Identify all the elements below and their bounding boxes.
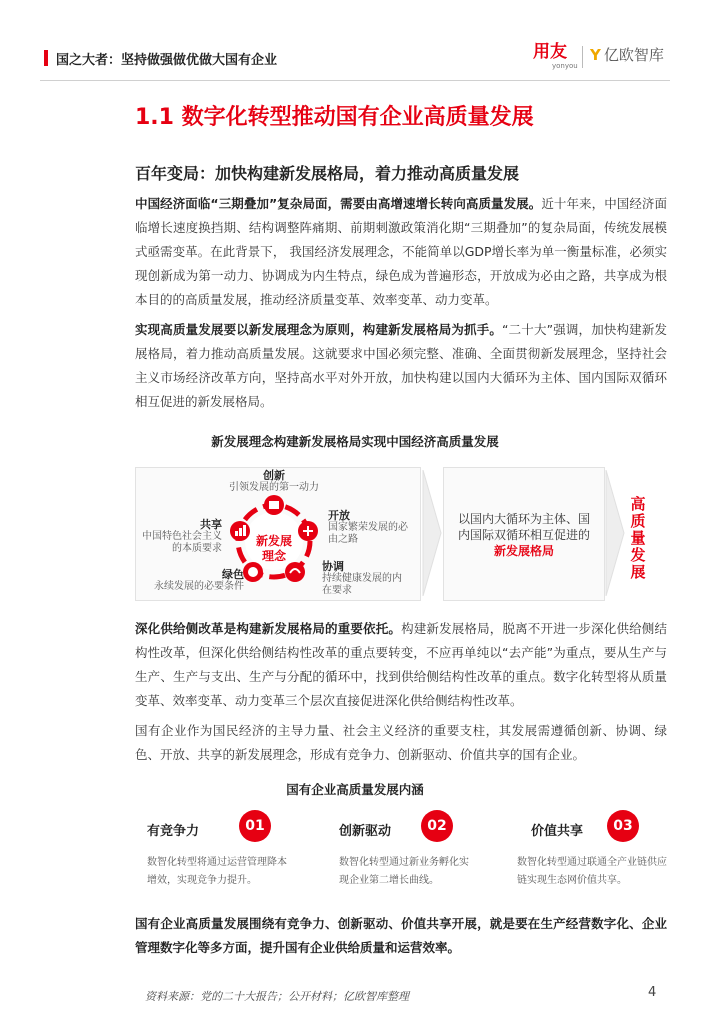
high-quality-development-label: 高质量发展 [630, 495, 646, 581]
paragraph-2 [135, 318, 667, 414]
paragraph-1-body: 近十年来，中国经济面临增长速度换挡期、结构调整阵痛期、前期刺激政策消化期“三期叠加”的复杂局面，传统发展模式亟需变革。在此背景下， 我国经济发展理念，不能简单以GDP增长率为单一衡量标准，必须实现创新成为第一动力、协调成为内生特点，绿色成为普遍形态，开放成为必由之路，共享成为根本目的的高质量发展，推动经济质量变革、效率变革、动力变革。 [135, 196, 667, 307]
node-green [140, 569, 244, 593]
card-number-badge: 03 [607, 810, 639, 842]
coordination-node-icon [285, 562, 305, 582]
node-green-title: 绿色 [222, 568, 244, 581]
card-number-badge: 01 [239, 810, 271, 842]
subheading: 百年变局：加快构建新发展格局，着力推动高质量发展 [135, 164, 520, 183]
figure-2-title: 国有企业高质量发展内涵 [286, 782, 424, 797]
card-label: 创新驱动 [339, 824, 392, 839]
node-innovation-desc: 引领发展的第一动力 [229, 482, 319, 493]
header-accent-bar [44, 50, 48, 66]
conclusion: 国有企业高质量发展围绕有竞争力、创新驱动、价值共享开展，就是要在生产经营数字化、企业管理数字化等多方面，提升国有企业供给质量和运营效率。 [135, 916, 667, 955]
paragraph-2-lead: 实现高质量发展要以新发展理念为原则，构建新发展格局为抓手。 [135, 322, 503, 337]
node-openness-title: 开放 [328, 509, 350, 522]
paragraph-1-lead: 中国经济面临“三期叠加”复杂局面，需要由高增速增长转向高质量发展。 [135, 196, 542, 211]
section-title: 1.1 数字化转型推动国有企业高质量发展 [135, 105, 534, 130]
card-label: 有竞争力 [147, 824, 200, 839]
node-openness [328, 510, 408, 546]
node-green-desc: 永续发展的必要条件 [154, 581, 244, 592]
card-desc: 数智化转型通过新业务孵化实现企业第二增长曲线。 [339, 857, 469, 886]
chevron-right-icon [421, 470, 443, 596]
card-desc: 数智化转型通过联通全产业链供应链实现生态网价值共享。 [517, 857, 667, 886]
node-coordination-desc: 持续健康发展的内在要求 [322, 573, 402, 596]
paragraph-2-body: “二十大”强调，加快构建新发展格局，着力推动高质量发展。这就要求中国必须完整、准确、全面贯彻新发展理念，坚持社会主义市场经济改革方向，坚持高水平对外开放，加快构建以国内大循环为主体、国内国际双循环相互促进的新发展格局。 [135, 322, 667, 409]
chevron-right-icon [604, 470, 626, 596]
report-title: 国之大者：坚持做强做优做大国有企业 [56, 53, 278, 68]
paragraph-1 [135, 192, 667, 312]
node-coordination [322, 561, 406, 597]
connotation-cards [135, 810, 675, 900]
iyiou-logo-text: 亿欧智库 [603, 46, 664, 64]
paragraph-3-body: 构建新发展格局，脱离不开进一步深化供给侧结构性改革，但深化供给侧结构性改革的重点要转变，不应再单纯以“去产能”为重点，要从生产与生产、生产与支出、生产与分配的循环中，找到供给侧结构性改革的重点。数字化转型将从质量变革、效率变革、动力变革三个层次直接促进深化供给侧结构性改革。 [135, 621, 667, 708]
header-divider [40, 80, 670, 81]
card-desc: 数智化转型将通过运营管理降本增效，实现竞争力提升。 [147, 857, 287, 886]
paragraph-4: 国有企业作为国民经济的主导力量、社会主义经济的重要支柱，其发展需遵循创新、协调、绿色、开放、共享的新发展理念，形成有竞争力、创新驱动、价值共享的国有企业。 [135, 723, 667, 762]
node-innovation [226, 470, 322, 494]
logo-divider [582, 46, 583, 68]
node-openness-desc: 国家繁荣发展的必由之路 [328, 522, 408, 545]
paragraph-3 [135, 617, 667, 713]
yonyou-logo: 用友 [533, 42, 567, 62]
iyiou-logo [590, 46, 664, 64]
new-pattern-highlight: 新发展格局 [493, 544, 554, 558]
figure-1-title: 新发展理念构建新发展格局实现中国经济高质量发展 [211, 434, 499, 449]
new-pattern-panel [443, 467, 605, 601]
iyiou-mark-icon: Y [590, 46, 601, 64]
node-coordination-title: 协调 [322, 560, 344, 573]
node-innovation-title: 创新 [263, 469, 285, 482]
yonyou-logo-sub: yonyou [552, 62, 578, 70]
node-sharing-desc: 中国特色社会主义的本质要求 [142, 531, 222, 554]
new-pattern-text [454, 511, 594, 559]
node-sharing-title: 共享 [200, 518, 222, 531]
page-number: 4 [648, 985, 657, 1000]
card-number-badge: 02 [421, 810, 453, 842]
paragraph-3-lead: 深化供给侧改革是构建新发展格局的重要依托。 [135, 621, 402, 636]
card-label: 价值共享 [531, 824, 584, 839]
new-pattern-desc: 以国内大循环为主体、国内国际双循环相互促进的 [457, 512, 590, 542]
node-sharing [140, 519, 222, 555]
source-note: 资料来源：党的二十大报告；公开材料；亿欧智库整理 [145, 990, 409, 1003]
concept-center-label: 新发展理念 [255, 534, 292, 563]
